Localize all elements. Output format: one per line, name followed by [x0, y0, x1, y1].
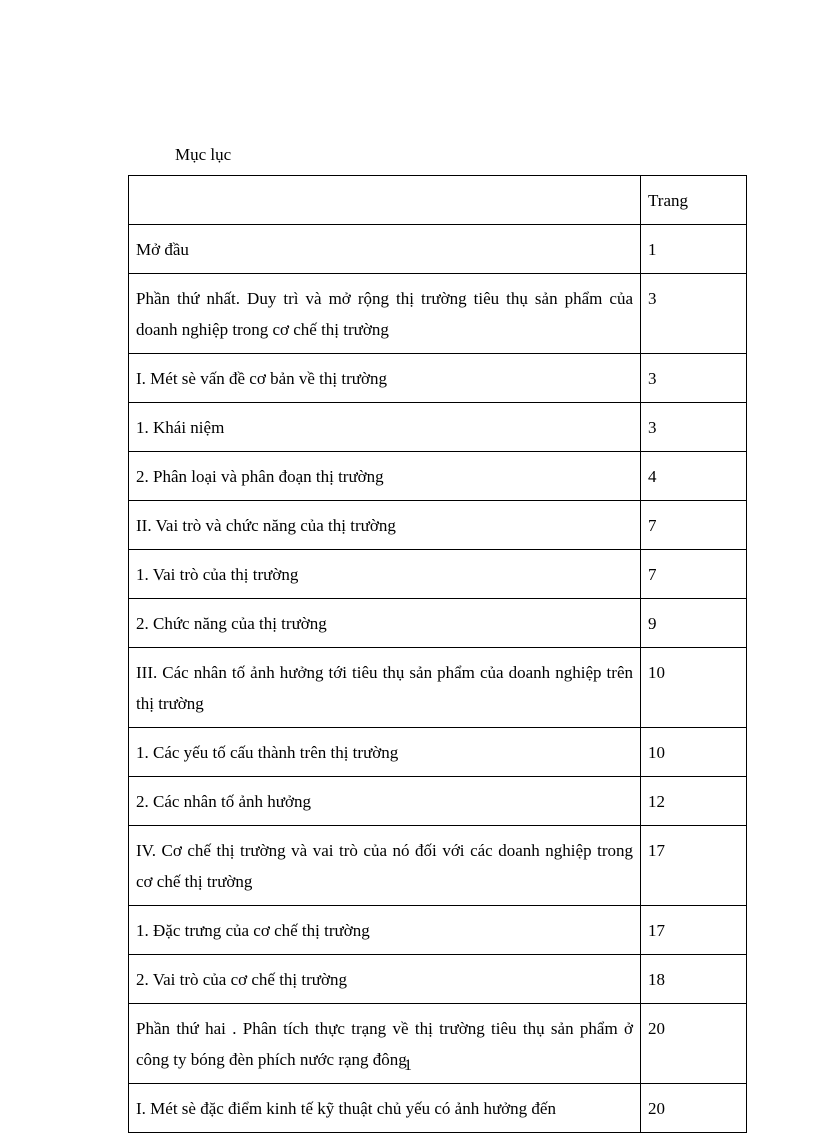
- toc-entry-text: II. Vai trò và chức năng của thị trường: [129, 501, 641, 550]
- toc-entry-text: Phần thứ hai . Phân tích thực trạng về thị trường tiêu thụ sản phẩm ở công ty bóng đèn phích nước rạng đông: [129, 1004, 641, 1084]
- toc-entry-text: I. Mét sè đặc điểm kinh tế kỹ thuật chủ yếu có ảnh hưởng đến: [129, 1084, 641, 1133]
- table-row: [129, 955, 747, 1004]
- table-row: [129, 777, 747, 826]
- header-page-cell: Trang: [641, 176, 747, 225]
- page-number: 1: [404, 1057, 412, 1074]
- toc-entry-text: IV. Cơ chế thị trường và vai trò của nó đối với các doanh nghiệp trong cơ chế thị trường: [129, 826, 641, 906]
- toc-entry-text: 2. Chức năng của thị trường: [129, 599, 641, 648]
- toc-entry-page: 10: [641, 728, 747, 777]
- toc-entry-text: 2. Vai trò của cơ chế thị trường: [129, 955, 641, 1004]
- table-row: [129, 648, 747, 728]
- toc-entry-page: 7: [641, 550, 747, 599]
- table-row: [129, 1084, 747, 1133]
- table-row: [129, 501, 747, 550]
- toc-entry-page: 4: [641, 452, 747, 501]
- toc-entry-page: 17: [641, 906, 747, 955]
- table-row: [129, 906, 747, 955]
- toc-entry-text: 1. Đặc trưng của cơ chế thị trường: [129, 906, 641, 955]
- table-row: [129, 403, 747, 452]
- toc-entry-page: 18: [641, 955, 747, 1004]
- toc-entry-text: 2. Các nhân tố ảnh hưởng: [129, 777, 641, 826]
- table-row: [129, 354, 747, 403]
- table-row: [129, 452, 747, 501]
- toc-entry-page: 3: [641, 274, 747, 354]
- toc-entry-page: 7: [641, 501, 747, 550]
- table-row: [129, 225, 747, 274]
- toc-entry-page: 3: [641, 354, 747, 403]
- toc-entry-text: I. Mét sè vấn đề cơ bản về thị trường: [129, 354, 641, 403]
- toc-entry-page: 10: [641, 648, 747, 728]
- header-entry-cell: [129, 176, 641, 225]
- toc-entry-page: 9: [641, 599, 747, 648]
- table-row: [129, 826, 747, 906]
- toc-entry-text: 1. Khái niệm: [129, 403, 641, 452]
- toc-entry-page: 1: [641, 225, 747, 274]
- toc-table: [128, 175, 747, 1133]
- table-header-row: [129, 176, 747, 225]
- table-row: [129, 274, 747, 354]
- toc-entry-text: 1. Các yếu tố cấu thành trên thị trường: [129, 728, 641, 777]
- toc-title: Mục lục: [175, 145, 232, 164]
- toc-entry-page: 3: [641, 403, 747, 452]
- toc-entry-text: III. Các nhân tố ảnh hưởng tới tiêu thụ sản phẩm của doanh nghiệp trên thị trường: [129, 648, 641, 728]
- table-row: [129, 728, 747, 777]
- toc-entry-text: Phần thứ nhất. Duy trì và mở rộng thị trường tiêu thụ sản phẩm của doanh nghiệp trong cơ chế thị trường: [129, 274, 641, 354]
- toc-entry-page: 20: [641, 1004, 747, 1084]
- toc-entry-text: Mở đầu: [129, 225, 641, 274]
- table-row: [129, 550, 747, 599]
- toc-entry-page: 20: [641, 1084, 747, 1133]
- table-row: [129, 599, 747, 648]
- toc-entry-page: 12: [641, 777, 747, 826]
- toc-entry-text: 1. Vai trò của thị trường: [129, 550, 641, 599]
- toc-entry-text: 2. Phân loại và phân đoạn thị trường: [129, 452, 641, 501]
- toc-entry-page: 17: [641, 826, 747, 906]
